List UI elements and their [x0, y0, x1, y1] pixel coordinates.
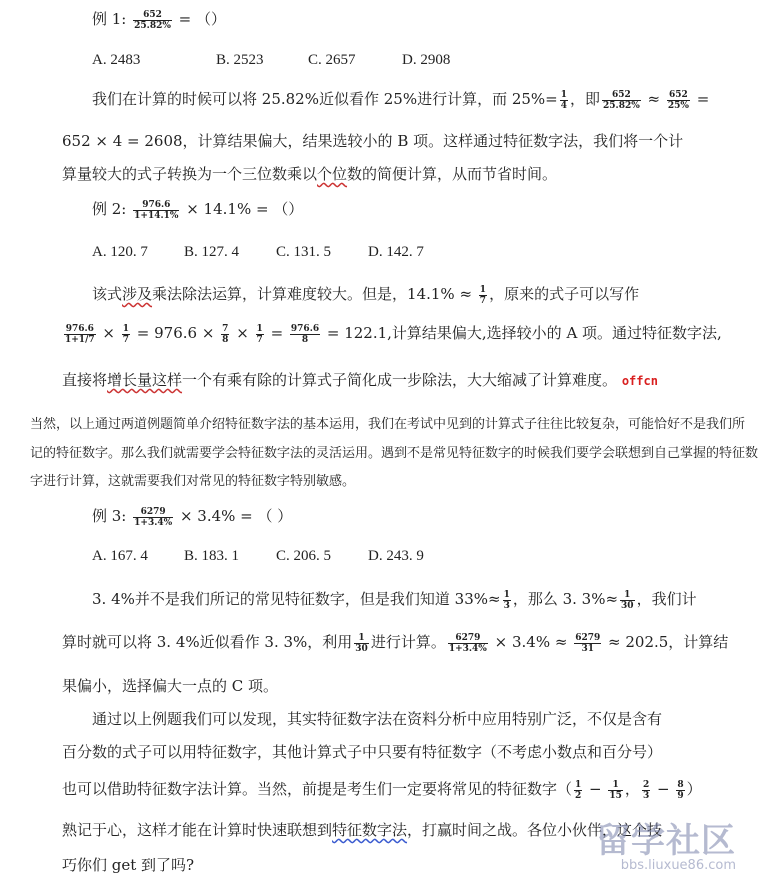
fraction: $\frac{8}{9}$: [677, 779, 684, 801]
example2-explain-line3: 直接将增长量这样一个有乘有除的计算式子简化成一步除法，大大缩减了计算难度。 offcn: [62, 371, 658, 389]
option-b: B. 183. 1: [184, 548, 240, 564]
fraction: $\frac{1}{7}$: [479, 284, 487, 306]
option-b: B. 127. 4: [184, 244, 240, 260]
watermark-url: bbs.liuxue86.com: [620, 858, 736, 873]
question-tail: × 3.4% = （ ）: [179, 507, 293, 525]
example3-options: [92, 548, 424, 565]
example3-question: [92, 505, 292, 528]
closing-line3: 也可以借助特征数字法计算。当然，前提是考生们一定要将常见的特征数字（ $\frac{1}{2}$ − $\frac{1}{15}$ ， $\frac{2}{3}$ − $\frac{8}{9}$ ）: [62, 779, 702, 801]
closing-line4: 熟记于心，这样才能在计算时快速联想到特征数字法，打赢时间之战。各位小伙伴，这个技: [62, 821, 663, 839]
closing-line1: 通过以上例题我们可以发现，其实特征数字法在资料分析中应用特别广泛，不仅是含有: [92, 710, 663, 728]
example-label: 例 3:: [92, 507, 127, 525]
option-b: B. 2523: [216, 52, 264, 68]
option-a: A. 120. 7: [92, 244, 148, 260]
fraction: $\frac{1}{7}$: [256, 323, 263, 345]
fraction: $\frac{1}{2}$: [575, 779, 582, 801]
fraction: $\frac{652}{25\%}$: [667, 89, 689, 111]
paragraph-line2: 记的特征数字。那么我们就需要学会特征数字法的灵活运用。遇到不是常见特征数字的时候我们要学会联想到自己掌握的特征数: [30, 446, 759, 461]
example3-explain-line1: 3. 4%并不是我们所记的常见特征数字，但是我们知道 33%≈ $\frac{1}{3}$ ，那么 3. 3%≈ $\frac{1}{30}$ ，我们计: [92, 589, 697, 611]
fraction: $\frac{6279}{1+3.4\%}$: [448, 632, 487, 654]
option-c: C. 131. 5: [276, 244, 332, 260]
fraction: $\frac{1}{7}$: [122, 323, 129, 345]
option-a: A. 2483: [92, 52, 141, 68]
example1-explain-line3: 算量较大的式子转换为一个三位数乘以个位数的简便计算，从而节省时间。: [62, 165, 558, 183]
fraction: $\frac{1}{4}$: [560, 89, 568, 111]
paragraph-line1: 当然，以上通过两道例题简单介绍特征数字法的基本运用，我们在考试中见到的计算式子往往比较复杂，可能恰好不是我们所: [30, 417, 746, 432]
example2-options: [92, 244, 424, 261]
watermark-logo-text: 留学社区: [596, 821, 736, 861]
fraction: $\frac{2}{3}$: [642, 779, 650, 801]
fraction: $\frac{652}{25.82\%}$: [603, 89, 640, 111]
fraction: $\frac{1}{30}$: [621, 589, 634, 611]
question-tail: = （）: [178, 10, 227, 28]
example-label: 例 2:: [92, 200, 127, 218]
option-a: A. 167. 4: [92, 548, 148, 564]
fraction: $\frac{976.6}{1+1/7}$: [65, 323, 95, 345]
fraction: $\frac{1}{30}$: [355, 632, 368, 654]
option-d: D. 243. 9: [368, 548, 424, 564]
fraction: $\frac{976.6}{1+14.1\%}$: [134, 199, 179, 221]
fraction: $\frac{6279}{31}$: [575, 632, 601, 654]
closing-line2: 百分数的式子可以用特征数字，其他计算式子中只要有特征数字（不考虑小数点和百分号）: [62, 743, 663, 761]
example1-explain-line1: 我们在计算的时候可以将 25.82%近似看作 25%进行计算，而 25%= $\frac{1}{4}$ ，即 $\frac{652}{25.82\%}$ ≈ $\frac{652}{25\%}$ =: [92, 89, 710, 111]
fraction: $\frac{1}{3}$: [503, 589, 510, 611]
example2-explain-line1: 该式涉及乘法除法运算，计算难度较大。但是，14.1% ≈ $\frac{1}{7}$ ，原来的式子可以写作: [92, 284, 640, 306]
option-d: D. 2908: [402, 52, 451, 68]
example3-explain-line2: 算时就可以将 3. 4%近似看作 3. 3%，利用 $\frac{1}{30}$ 进行计算。 $\frac{6279}{1+3.4\%}$ × 3.4% ≈ $\frac{6279}{31}$ ≈ 202.5，计算结: [62, 632, 729, 654]
example-label: 例 1:: [92, 10, 127, 28]
fraction: $\frac{652}{25.82\%}$: [134, 9, 171, 31]
option-c: C. 206. 5: [276, 548, 332, 564]
example1-question: [92, 8, 226, 31]
question-tail: × 14.1% = （）: [186, 200, 304, 218]
example3-explain-line3: 果偏小，选择偏大一点的 C 项。: [62, 677, 279, 695]
fraction: $\frac{1}{15}$: [609, 779, 622, 801]
fraction: $\frac{7}{8}$: [222, 323, 229, 345]
example1-options: [92, 52, 450, 69]
option-c: C. 2657: [308, 52, 356, 68]
example2-question: [92, 198, 303, 221]
example1-explain-line2: 652 × 4 = 2608，计算结果偏大，结果选较小的 B 项。这样通过特征数字法，我们将一个计: [62, 132, 684, 150]
fraction: $\frac{6279}{1+3.4\%}$: [134, 506, 173, 528]
closing-line5: 巧你们 get 到了吗?: [62, 856, 195, 874]
paragraph-line3: 字进行计算，这就需要我们对常见的特征数字特别敏感。: [30, 474, 356, 489]
option-d: D. 142. 7: [368, 244, 424, 260]
fraction: $\frac{976.6}{8}$: [290, 323, 320, 345]
offcn-logo: offcn: [621, 374, 658, 388]
watermark: [596, 813, 736, 873]
example2-explain-line2: $\frac{976.6}{1+1/7}$ × $\frac{1}{7}$ = 976.6 × $\frac{7}{8}$ × $\frac{1}{7}$ = $\frac{976.6}{8}$ = 122.1,计算结果偏大,选择较小的 A 项。通过特征数字法,: [65, 323, 722, 345]
